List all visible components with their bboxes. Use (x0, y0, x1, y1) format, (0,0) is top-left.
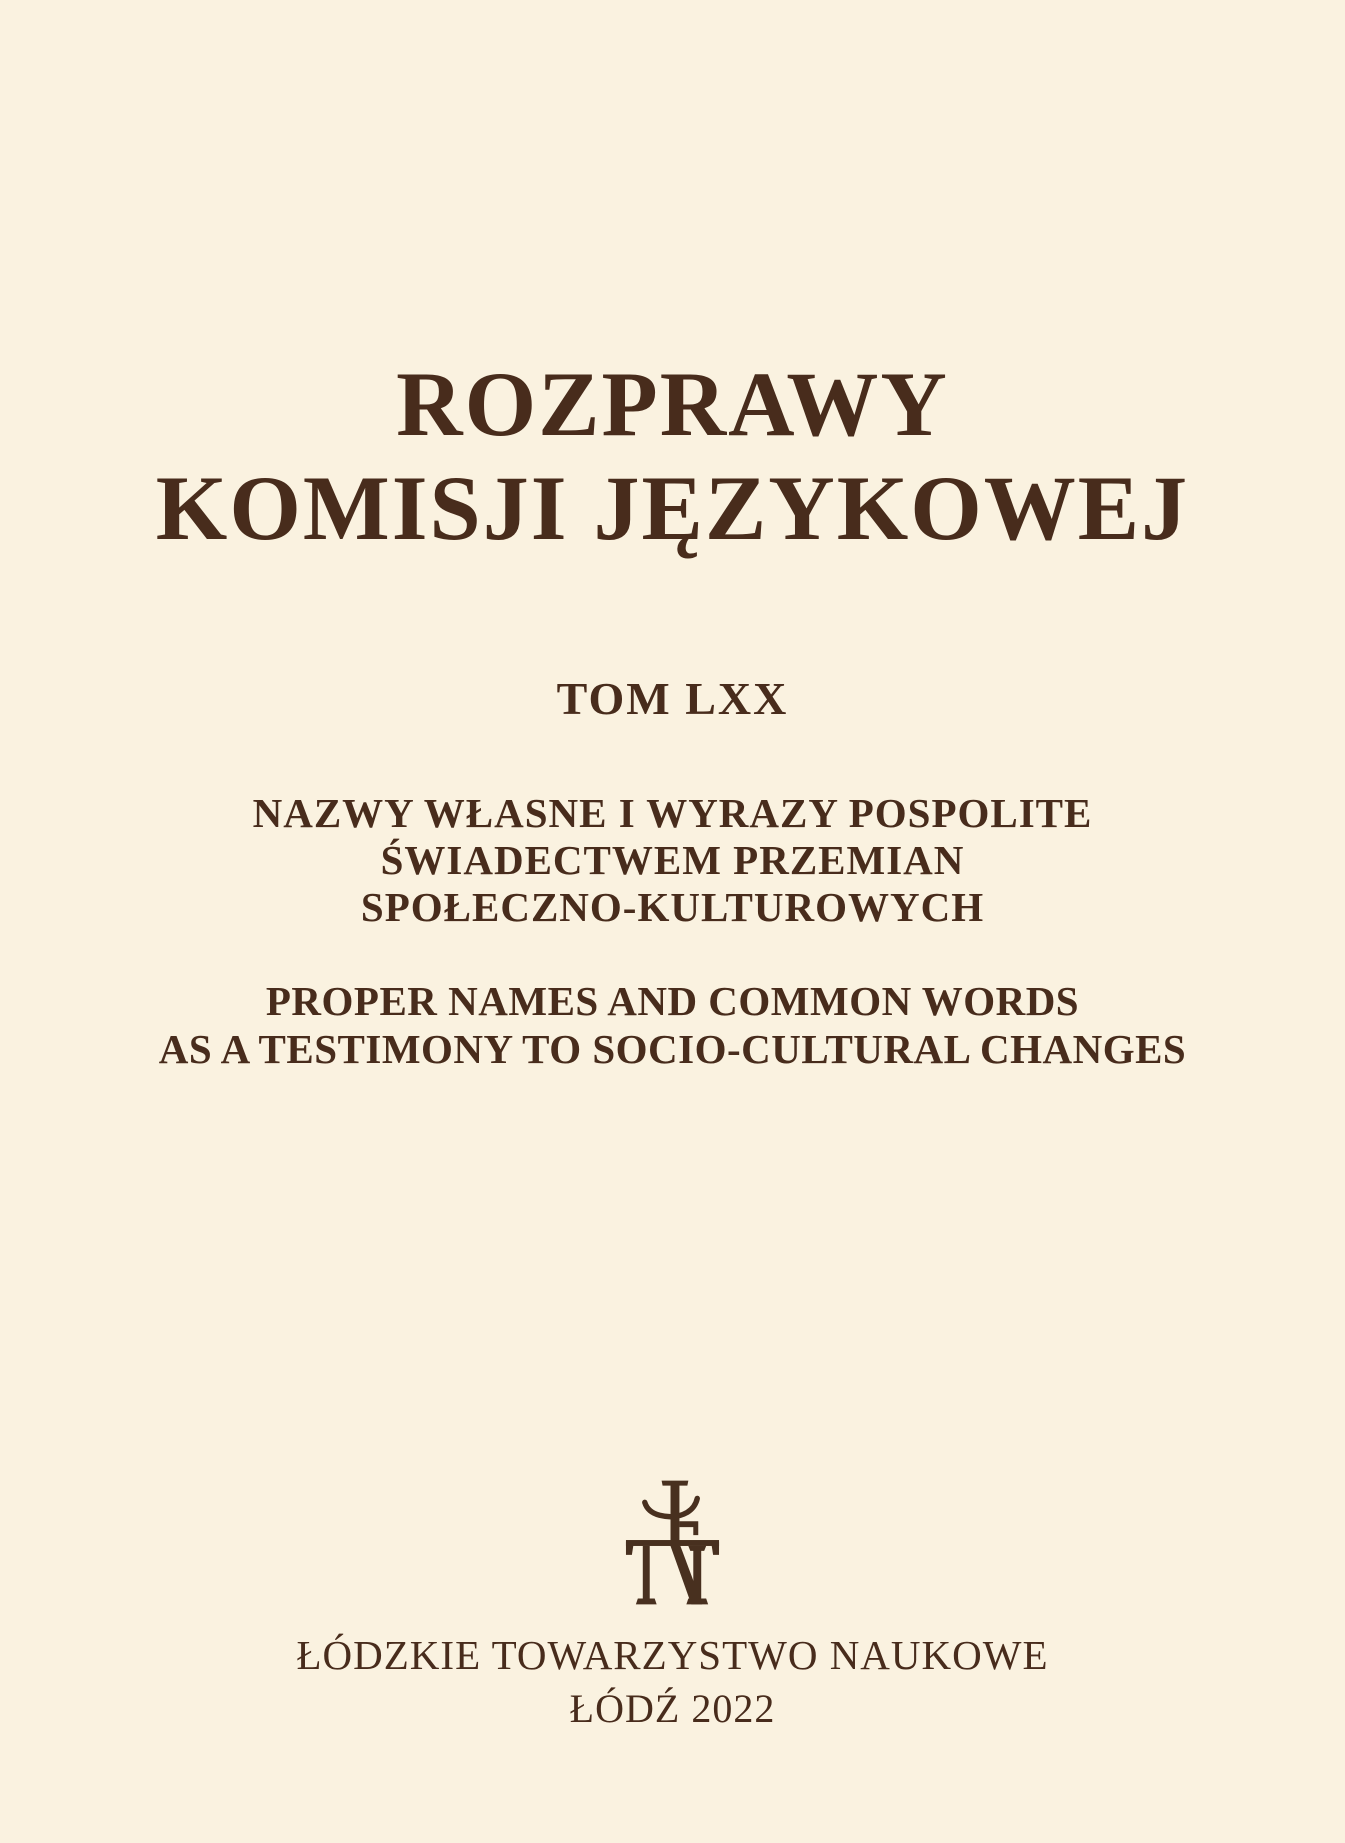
journal-title-line2: KOMISJI JĘZYKOWEJ (155, 457, 1190, 559)
journal-title (0, 0, 1345, 560)
journal-title-line1: ROZPRAWY (396, 353, 949, 455)
subtitle-polish-line3: SPOŁECZNO-KULTUROWYCH (360, 884, 985, 930)
subtitle-english-line1: PROPER NAMES AND COMMON WORDS (265, 978, 1080, 1024)
subtitle-polish-line2: ŚWIADECTWEM PRZEMIAN (380, 837, 965, 883)
publisher-place-year: ŁÓDŹ 2022 (569, 1686, 776, 1731)
publisher-logo (0, 1477, 1345, 1609)
ltn-monogram-icon (622, 1477, 723, 1609)
volume-label: TOM LXX (556, 673, 789, 724)
subtitle-english (0, 977, 1345, 1073)
subtitle-polish (0, 790, 1345, 931)
publisher-name: ŁÓDZKIE TOWARZYSTWO NAUKOWE (296, 1632, 1049, 1678)
subtitle-polish-line1: NAZWY WŁASNE I WYRAZY POSPOLITE (252, 790, 1093, 836)
subtitle-english-line2: AS A TESTIMONY TO SOCIO-CULTURAL CHANGES (158, 1026, 1187, 1072)
